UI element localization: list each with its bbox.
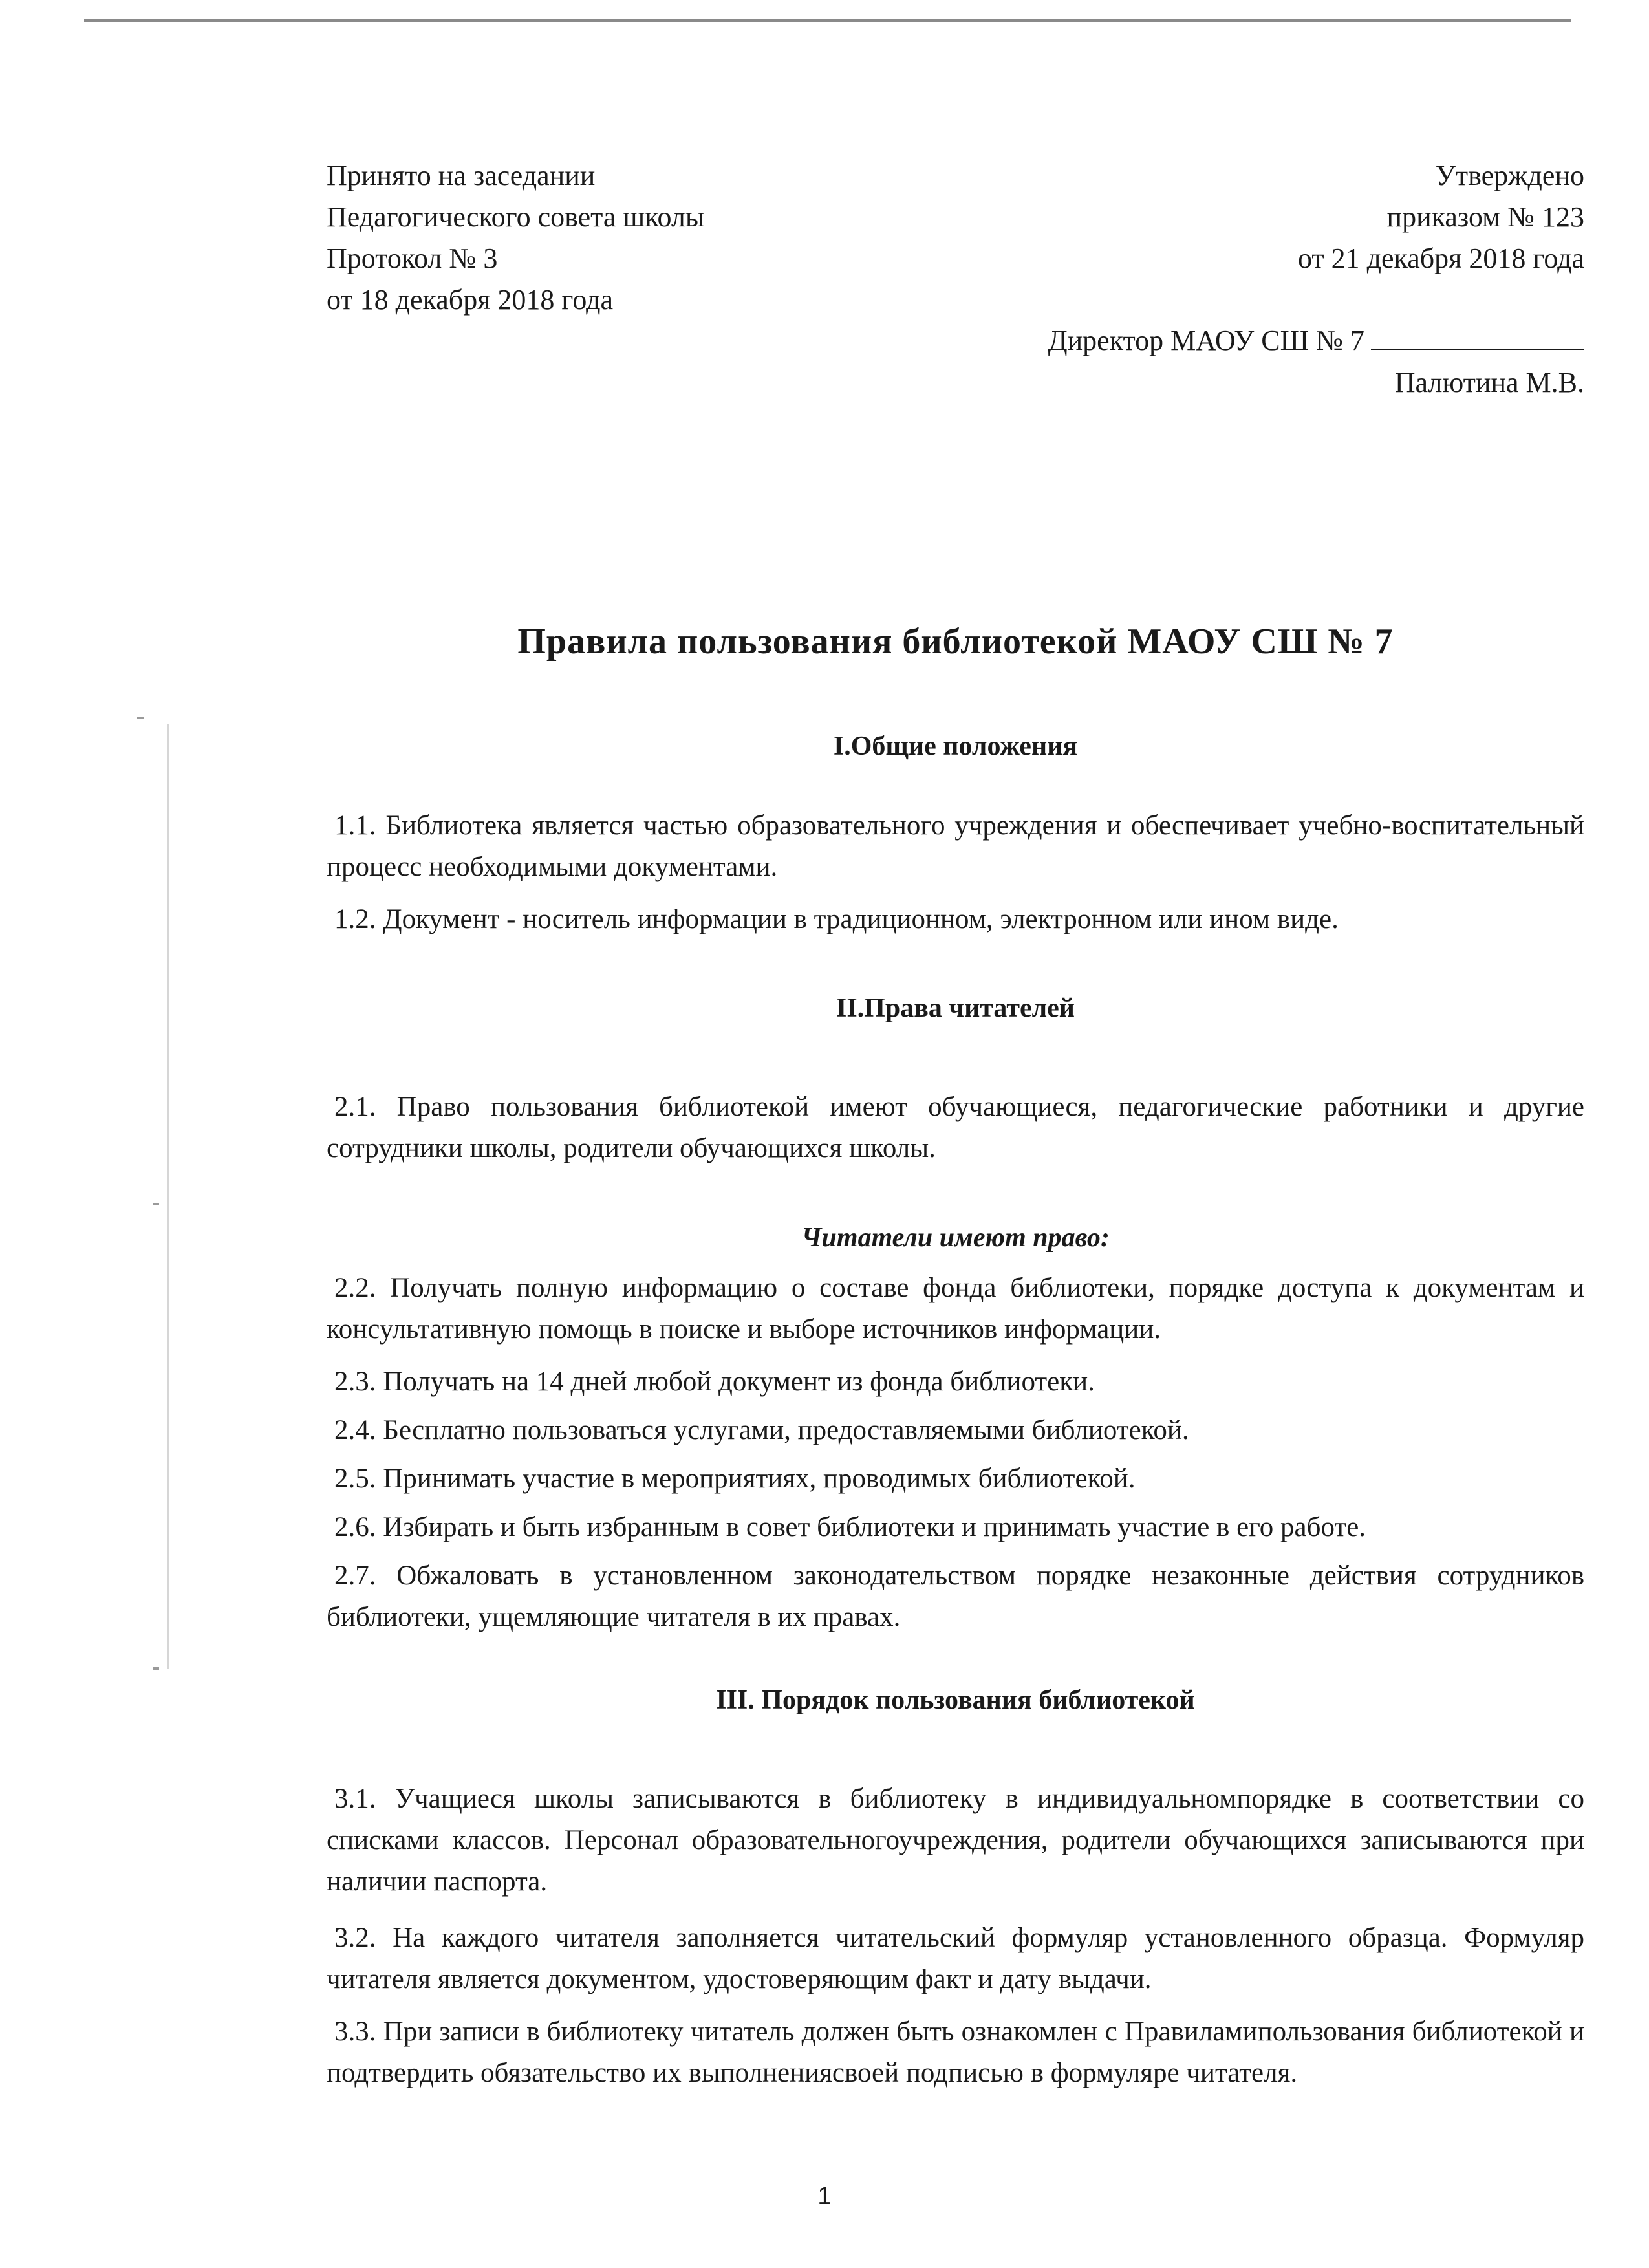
signature-blank bbox=[1371, 323, 1584, 350]
approved-line: Утверждено bbox=[1435, 160, 1584, 191]
clause-2-4: 2.4. Бесплатно пользоваться услугами, предоставляемыми библиотекой. bbox=[334, 1415, 1189, 1445]
clause-2-7: 2.7. Обжаловать в установленном законодательством порядке незаконные действия сотрудников библиотеки, ущемляющие читателя в их правах. bbox=[327, 1561, 1584, 1632]
approval-block-left bbox=[327, 155, 704, 321]
scan-binding-line bbox=[167, 724, 169, 1669]
clause-2-6: 2.6. Избирать и быть избранным в совет библиотеки и принимать участие в его работе. bbox=[334, 1512, 1366, 1542]
readers-rights-subheading: Читатели имеют право: bbox=[801, 1223, 1110, 1253]
clause-2-5: 2.5. Принимать участие в мероприятиях, проводимых библиотекой. bbox=[334, 1463, 1136, 1494]
scan-mark bbox=[153, 1667, 159, 1670]
section-3-heading: III. Порядок пользования библиотекой bbox=[716, 1685, 1195, 1715]
clause-1-1: 1.1. Библиотека является частью образовательного учреждения и обеспечивает учебно-воспитательный процесс необходимыми документами. bbox=[327, 810, 1584, 882]
order-date-line: от 21 декабря 2018 года bbox=[1297, 243, 1584, 274]
clause-2-3: 2.3. Получать на 14 дней любой документ из фонда библиотеки. bbox=[334, 1366, 1095, 1397]
scan-mark bbox=[137, 717, 144, 719]
document-title: Правила пользования библиотекой МАОУ СШ № 7 bbox=[517, 621, 1394, 662]
clause-2-1: 2.1. Право пользования библиотекой имеют обучающиеся, педагогические работники и другие сотрудники школы, родители обучающихся школы. bbox=[327, 1092, 1584, 1163]
section-1-heading: I.Общие положения bbox=[833, 731, 1078, 761]
clause-3-2: 3.2. На каждого читателя заполняется читательский формуляр установленного образца. Формуляр читателя является документом, удостоверяющим факт и дату выдачи. bbox=[327, 1923, 1584, 1994]
director-signature-line bbox=[873, 320, 1584, 362]
scan-edge-line bbox=[84, 19, 1571, 22]
order-line: приказом № 123 bbox=[1386, 201, 1584, 233]
director-name: Палютина М.В. bbox=[1394, 367, 1584, 398]
clause-3-1: 3.1. Учащиеся школы записываются в библиотеку в индивидуальномпорядке в соответствии со списками классов. Персонал образовательногоучреждения, родители обучающихся записываются при наличии паспорта. bbox=[327, 1784, 1584, 1897]
approval-block-right bbox=[938, 155, 1584, 279]
clause-1-2: 1.2. Документ - носитель информации в традиционном, электронном или ином виде. bbox=[334, 904, 1339, 934]
council-line: Педагогического совета школы bbox=[327, 201, 705, 233]
protocol-line: Протокол № 3 bbox=[327, 243, 498, 274]
clause-2-2: 2.2. Получать полную информацию о составе фонда библиотеки, порядке доступа к документам и консультативную помощь в поиске и выборе источников информации. bbox=[327, 1273, 1584, 1345]
section-2-heading: II.Права читателей bbox=[835, 993, 1075, 1023]
adopted-line: Принято на заседании bbox=[327, 160, 596, 191]
scan-mark bbox=[153, 1203, 159, 1205]
clause-3-3: 3.3. При записи в библиотеку читатель должен быть ознакомлен с Правиламипользования библиотекой и подтвердить обязательство их выполнениясвоей подписью в формуляре читателя. bbox=[327, 2016, 1584, 2088]
protocol-date-line: от 18 декабря 2018 года bbox=[327, 284, 614, 316]
page-number: 1 bbox=[817, 2183, 832, 2210]
director-label: Директор МАОУ СШ № 7 bbox=[1048, 325, 1364, 356]
